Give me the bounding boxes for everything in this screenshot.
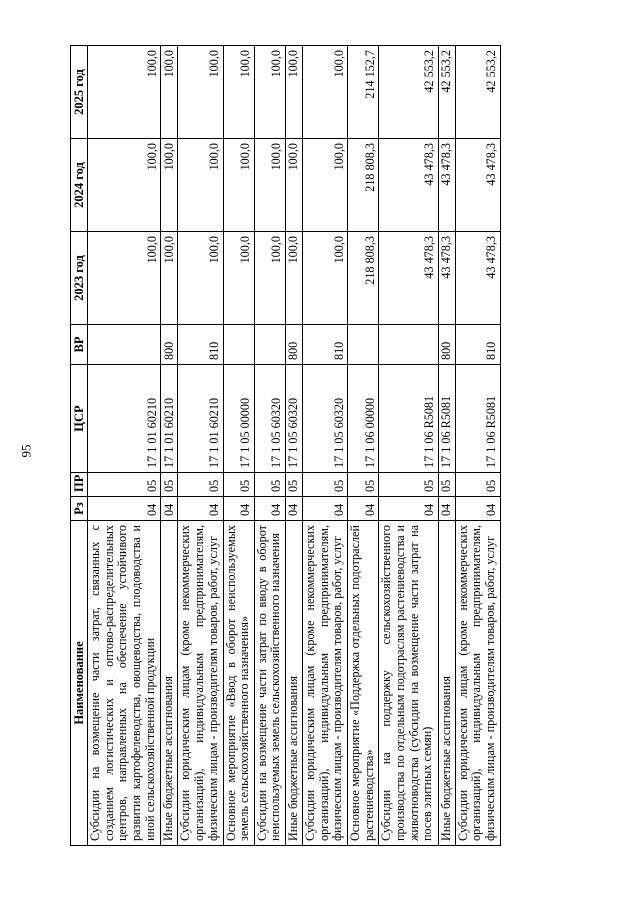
cell-y2023: 100,0 xyxy=(88,232,161,325)
cell-vr: 810 xyxy=(178,325,223,365)
table-row xyxy=(303,46,348,846)
cell-y2024: 100,0 xyxy=(88,139,161,232)
cell-name: Субсидии на поддержку сельскохозяйственного производства по отдельным подотраслям растениеводства и животноводства (субсидии на возмещение части затрат на посев элитных семян) xyxy=(379,521,438,846)
table-row xyxy=(178,46,223,846)
cell-y2024: 100,0 xyxy=(254,139,285,232)
cell-y2025: 100,0 xyxy=(254,46,285,139)
cell-vr xyxy=(379,325,438,365)
cell-y2023: 100,0 xyxy=(285,232,302,325)
table-row xyxy=(88,46,161,846)
header-csr: ЦСР xyxy=(71,365,88,473)
cell-y2025: 100,0 xyxy=(285,46,302,139)
table-row xyxy=(254,46,285,846)
cell-pr: 05 xyxy=(379,473,438,497)
cell-csr: 17 1 01 60210 xyxy=(178,365,223,473)
header-rz: Рз xyxy=(71,497,88,521)
table-row xyxy=(379,46,438,846)
cell-y2025: 100,0 xyxy=(303,46,348,139)
cell-pr: 05 xyxy=(348,473,379,497)
cell-name: Основное мероприятие «Поддержка отдельных подотраслей растениеводства» xyxy=(348,521,379,846)
cell-vr xyxy=(88,325,161,365)
cell-csr: 17 1 05 60320 xyxy=(285,365,302,473)
cell-y2024: 100,0 xyxy=(285,139,302,232)
page-number: 95 xyxy=(18,444,34,458)
cell-pr: 05 xyxy=(161,473,178,497)
header-2025: 2025 год xyxy=(71,46,88,139)
cell-pr: 05 xyxy=(254,473,285,497)
cell-y2024: 43 478,3 xyxy=(438,139,455,232)
cell-rz: 04 xyxy=(254,497,285,521)
header-name: Наименование xyxy=(71,521,88,846)
cell-csr: 17 1 05 00000 xyxy=(223,365,254,473)
cell-y2024: 100,0 xyxy=(178,139,223,232)
table-header-row xyxy=(71,46,88,846)
cell-rz: 04 xyxy=(223,497,254,521)
table-row xyxy=(455,46,500,846)
cell-y2025: 214 152,7 xyxy=(348,46,379,139)
cell-pr: 05 xyxy=(438,473,455,497)
cell-csr: 17 1 01 60210 xyxy=(88,365,161,473)
cell-vr xyxy=(223,325,254,365)
cell-name: Иные бюджетные ассигнования xyxy=(161,521,178,846)
table-row xyxy=(223,46,254,846)
header-2023: 2023 год xyxy=(71,232,88,325)
cell-y2024: 43 478,3 xyxy=(379,139,438,232)
budget-table xyxy=(70,45,501,846)
header-pr: ПР xyxy=(71,473,88,497)
cell-csr: 17 1 01 60210 xyxy=(161,365,178,473)
cell-name: Субсидии юридическим лицам (кроме некоммерческих организаций), индивидуальным предпринимателям, физическим лицам - производителям товаров, работ, услуг xyxy=(455,521,500,846)
cell-pr: 05 xyxy=(178,473,223,497)
cell-pr: 05 xyxy=(285,473,302,497)
cell-y2025: 100,0 xyxy=(223,46,254,139)
header-2024: 2024 год xyxy=(71,139,88,232)
cell-rz: 04 xyxy=(88,497,161,521)
cell-y2023: 43 478,3 xyxy=(455,232,500,325)
table-row xyxy=(348,46,379,846)
cell-y2024: 218 808,3 xyxy=(348,139,379,232)
cell-y2023: 100,0 xyxy=(303,232,348,325)
cell-csr: 17 1 06 R5081 xyxy=(455,365,500,473)
table-body xyxy=(88,46,501,846)
cell-y2023: 100,0 xyxy=(223,232,254,325)
cell-pr: 05 xyxy=(223,473,254,497)
cell-name: Субсидии на возмещение части затрат по вводу в оборот неиспользуемых земель сельскохозяйственного назначения xyxy=(254,521,285,846)
header-vr: ВР xyxy=(71,325,88,365)
cell-csr: 17 1 06 R5081 xyxy=(438,365,455,473)
cell-vr: 810 xyxy=(455,325,500,365)
cell-name: Иные бюджетные ассигнования xyxy=(438,521,455,846)
table-row xyxy=(438,46,455,846)
cell-y2024: 43 478,3 xyxy=(455,139,500,232)
cell-csr: 17 1 05 60320 xyxy=(254,365,285,473)
cell-vr xyxy=(348,325,379,365)
cell-y2023: 100,0 xyxy=(161,232,178,325)
cell-y2025: 42 553,2 xyxy=(379,46,438,139)
cell-name: Субсидии на возмещение части затрат, связанных с созданием логистических и оптово-распределительных центров, направленных на обеспечение устойчивого развития картофелеводства, овощеводства, плодоводства и иной сельскохозяйственной продукции xyxy=(88,521,161,846)
cell-pr: 05 xyxy=(455,473,500,497)
cell-name: Основное мероприятие «Ввод в оборот неиспользуемых земель сельскохозяйственного назначения» xyxy=(223,521,254,846)
cell-rz: 04 xyxy=(348,497,379,521)
table-row xyxy=(285,46,302,846)
cell-rz: 04 xyxy=(455,497,500,521)
table-row xyxy=(161,46,178,846)
cell-vr: 800 xyxy=(285,325,302,365)
cell-rz: 04 xyxy=(379,497,438,521)
cell-y2025: 100,0 xyxy=(178,46,223,139)
cell-rz: 04 xyxy=(303,497,348,521)
cell-y2024: 100,0 xyxy=(223,139,254,232)
cell-vr: 810 xyxy=(303,325,348,365)
cell-vr xyxy=(254,325,285,365)
cell-csr: 17 1 06 00000 xyxy=(348,365,379,473)
cell-rz: 04 xyxy=(285,497,302,521)
cell-y2023: 100,0 xyxy=(254,232,285,325)
cell-y2023: 43 478,3 xyxy=(379,232,438,325)
cell-y2025: 42 553,2 xyxy=(455,46,500,139)
cell-name: Иные бюджетные ассигнования xyxy=(285,521,302,846)
cell-name: Субсидии юридическим лицам (кроме некоммерческих организаций), индивидуальным предпринимателям, физическим лицам - производителям товаров, работ, услуг xyxy=(178,521,223,846)
cell-pr: 05 xyxy=(88,473,161,497)
cell-rz: 04 xyxy=(438,497,455,521)
cell-y2024: 100,0 xyxy=(161,139,178,232)
cell-y2025: 100,0 xyxy=(161,46,178,139)
cell-y2023: 100,0 xyxy=(178,232,223,325)
cell-vr: 800 xyxy=(161,325,178,365)
cell-rz: 04 xyxy=(178,497,223,521)
cell-y2023: 218 808,3 xyxy=(348,232,379,325)
budget-table-container xyxy=(70,46,501,846)
cell-y2025: 42 553,2 xyxy=(438,46,455,139)
cell-name: Субсидии юридическим лицам (кроме некоммерческих организаций), индивидуальным предпринимателям, физическим лицам - производителям товаров, работ, услуг xyxy=(303,521,348,846)
cell-rz: 04 xyxy=(161,497,178,521)
cell-pr: 05 xyxy=(303,473,348,497)
cell-vr: 800 xyxy=(438,325,455,365)
cell-csr: 17 1 06 R5081 xyxy=(379,365,438,473)
cell-y2023: 43 478,3 xyxy=(438,232,455,325)
cell-csr: 17 1 05 60320 xyxy=(303,365,348,473)
cell-y2025: 100,0 xyxy=(88,46,161,139)
cell-y2024: 100,0 xyxy=(303,139,348,232)
